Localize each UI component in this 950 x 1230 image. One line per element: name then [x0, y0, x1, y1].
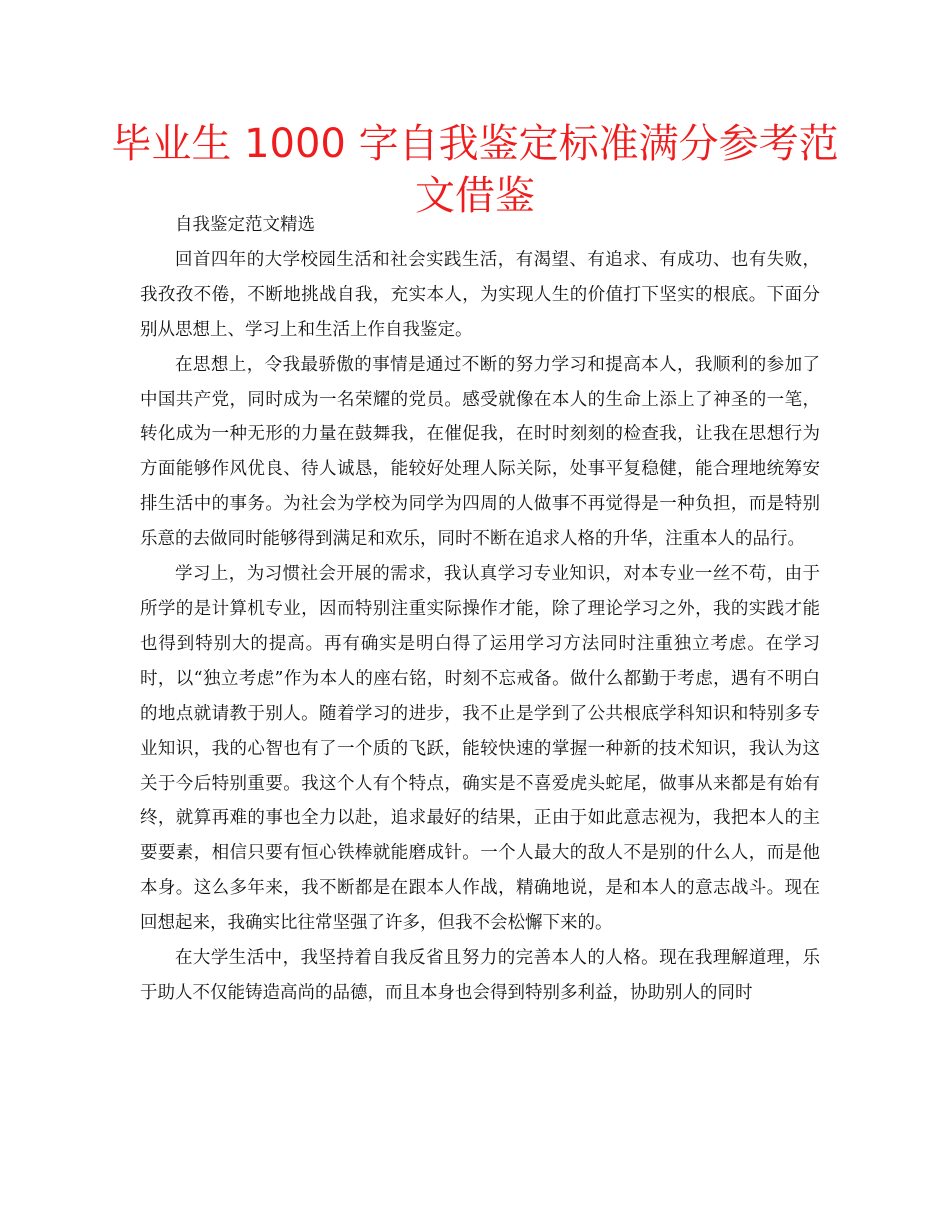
- paragraph-thought: 在思想上，令我最骄傲的事情是通过不断的努力学习和提高本人，我顺利的参加了中国共产党，同时成为一名荣耀的党员。感受就像在本人的生命上添上了神圣的一笔，转化成为一种无形的力量在鼓舞我，在催促我，在时时刻刻的检查我，让我在思想行为方面能够作风优良、待人诚恳，能较好处理人际关际，处事平复稳健，能合理地统筹安排生活中的事务。为社会为学校为同学为四周的人做事不再觉得是一种负担，而是特别乐意的去做同时能够得到满足和欢乐，同时不断在追求人格的升华，注重本人的品行。: [140, 354, 820, 550]
- paragraph-life: 在大学生活中，我坚持着自我反省且努力的完善本人的人格。现在我理解道理，乐于助人不仅能铸造高尚的品德，而且本身也会得到特别多利益，协助别人的同时: [140, 948, 820, 1003]
- paragraph-subtitle: 自我鉴定范文精选: [175, 215, 315, 235]
- document-body: [140, 208, 820, 1011]
- paragraph-intro: 回首四年的大学校园生活和社会实践生活，有渴望、有追求、有成功、也有失败，我孜孜不倦，不断地挑战自我，充实本人，为实现人生的价值打下坚实的根底。下面分别从思想上、学习上和生活上作自我鉴定。: [140, 249, 820, 340]
- document-title: 毕业生 1000 字自我鉴定标准满分参考范文借鉴: [111, 121, 839, 219]
- paragraph-study: 学习上，为习惯社会开展的需求，我认真学习专业知识，对本专业一丝不苟，由于所学的是计算机专业，因而特别注重实际操作才能，除了理论学习之外，我的实践才能也得到特别大的提高。再有确实是明白得了运用学习方法同时注重独立考虑。在学习时，以“独立考虑”作为本人的座右铭，时刻不忘戒备。做什么都勤于考虑，遇有不明白的地点就请教于别人。随着学习的进步，我不止是学到了公共根底学科知识和特别多专业知识，我的心智也有了一个质的飞跃，能较快速的掌握一种新的技术知识，我认为这关于今后特别重要。我这个人有个特点，确实是不喜爱虎头蛇尾，做事从来都是有始有终，就算再难的事也全力以赴，追求最好的结果，正由于如此意志视为，我把本人的主要要素，相信只要有恒心铁棒就能磨成针。一个人最大的敌人不是别的什么人，而是他本身。这么多年来，我不断都是在跟本人作战，精确地说，是和本人的意志战斗。现在回想起来，我确实比往常坚强了许多，但我不会松懈下来的。: [140, 564, 820, 934]
